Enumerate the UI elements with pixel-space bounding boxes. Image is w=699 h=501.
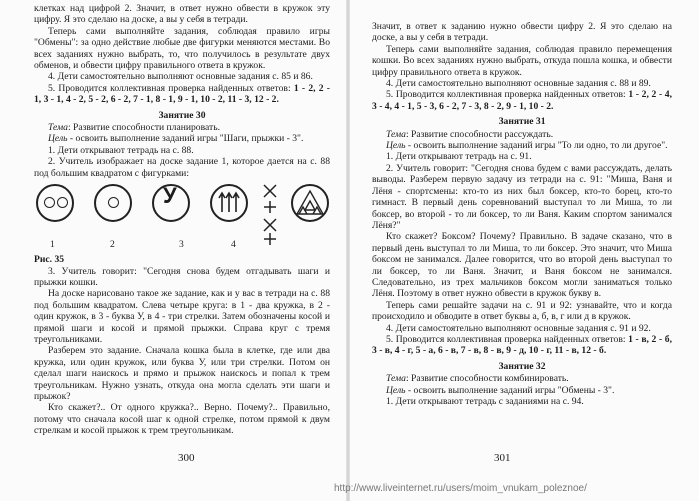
left-step-5 — [34, 83, 330, 106]
circle-one-dot — [94, 184, 132, 222]
letter-u-glyph: У — [163, 183, 177, 209]
three-arrows-icon — [212, 186, 246, 220]
lesson-31-title: Занятие 31 — [498, 116, 546, 128]
page-number: 301 — [494, 452, 511, 464]
lesson-30-topic: Тема: Развитие способности планировать. — [48, 122, 220, 134]
watermark-url: http://www.liveinternet.ru/users/moim_vnukam_poleznoe/ — [334, 483, 587, 494]
lesson-31-selfwork: Теперь сами решайте задачи на с. 91 и 92: узнавайте, что и когда происходило и обводите в ответ буквы а, б, в, г или д в кружок. — [372, 299, 672, 323]
task-analysis: Разберем это задание. Сначала кошка была в клетке, где или два кружка, или один кружок, или буква У, или три стрелки. Потом он сделал шаги наискось и прямо и прыжок наискось и попал к трем треугольникам. Нужно узнать, откуда она могла сделать эти шаги и прыжок? — [34, 345, 330, 402]
page-number: 300 — [178, 452, 195, 464]
lesson-31-step-5: 5. Проводится коллективная проверка найденных ответов: 1 - в, 2 - б, 3 - в, 4 - г, 5 - а, 6 - в, 7 - в, 8 - в, 9 - д, 10 - г, 11 - в, 12 - б. — [372, 333, 672, 357]
board-description: На доске нарисовано такое же задание, как и у вас в тетради на с. 88 под большим квадратом. Слева четыре круга: в 1 - два кружка, в 2 - один кружок, в 3 - буква У, в 4 - три стрелки. Затем обозначены косой и прямой шаги и косой и прямой прыжки. Справа круг с тремя треугольниками. — [34, 288, 330, 345]
left-step-4: 4. Дети самостоятельно выполняют основные задания с. 85 и 86. — [48, 71, 313, 83]
left-step-5-label: 5. Проводится коллективная проверка найденных ответов: — [48, 82, 291, 94]
left-page — [0, 0, 346, 501]
figure-number-2: 2 — [110, 239, 115, 251]
figure-number-1: 1 — [50, 239, 55, 251]
lesson-30-goal: Цель - освоить выполнение заданий игры "Шаги, прыжки - 3". — [48, 133, 304, 145]
left-intro: клетках над цифрой 2. Значит, в ответ нужно обвести в кружок эту цифру. Я это сделаю на доске, а вы у себя в тетради. — [34, 3, 330, 26]
left-rule-paragraph: Теперь сами выполняйте задания, соблюдая правило игры "Обмены": за одно действие любые две фигурки меняются местами. Во всех заданиях нужно выбрать, то, что получилось в результате двух обменов, и обвести цифру правильного ответа в кружок. — [34, 25, 330, 72]
left-page-text — [34, 3, 330, 437]
figure-number-4: 4 — [231, 239, 236, 251]
circle-two-dots — [36, 184, 74, 222]
lesson-30-step-1: 1. Дети открывают тетрадь на с. 88. — [48, 144, 194, 156]
lesson-31-answers: 1 - в, 2 - б, 3 - в, 4 - г, 5 - а, 6 - в, 7 - в, 8 - в, 9 - д, 10 - г, 11 - в, 12 - б. — [372, 333, 672, 357]
lesson-31-step-1: 1. Дети открывают тетрадь на с. 91. — [386, 151, 532, 163]
lesson-31-discussion: Кто скажет? Боксом? Почему? Правильно. В задаче сказано, что в первый день выступал то ли Миша, то ли боксер. Это значит, что Миша боксом не занимался. Далее говорится, что во второй день выступал то ли боксер, то ли Ваня. Значит, и Ваня боксом не занимался. Следовательно, из трех мальчиков боксом могли заниматься только Лёня. Поэтому в ответ нужно обвести в кружок букву в. — [372, 231, 672, 300]
lesson-32-topic: Тема: Развитие способности комбинировать. — [386, 373, 569, 385]
small-circle-icon — [108, 197, 119, 208]
lesson-31-topic: Тема: Развитие способности рассуждать. — [386, 128, 554, 140]
right-step-5: 5. Проводится коллективная проверка найденных ответов: 1 - 2, 2 - 4, 3 - 4, 4 - 1, 5 - 3, 6 - 2, 7 - 3, 8 - 2, 9 - 1, 10 - 2. — [372, 89, 672, 112]
moves-notation-icon — [258, 181, 284, 247]
lesson-32-goal: Цель - освоить выполнение заданий игры "Обмены - 3". — [386, 384, 615, 396]
lesson-31-step-2: 2. Учитель говорит: "Сегодня снова будем с вами рассуждать, делать выводы. Разберем первую задачу из тетради на с. 91: "Миша, Ваня и Лёня - спортсмены: кто-то из них был боксер, кто-то борец, кто-то гимнаст. В первый день соревнований выступал то ли Миша, то ли боксер, во второй - то ли боксер, то ли Ваня. Каким спортом занимался Лёня?" — [372, 162, 672, 231]
lesson-32-step-1: 1. Дети открывают тетрадь с заданиями на с. 94. — [386, 396, 584, 407]
lesson-32-title: Занятие 32 — [498, 360, 546, 372]
circle-three-arrows — [210, 184, 248, 222]
small-circle-icon — [57, 197, 68, 208]
circle-letter-u — [152, 184, 190, 222]
right-rule-paragraph: Теперь сами выполняйте задания, соблюдая правило перемещения кошки. Во всех заданиях нужно выбрать, откуда пошла кошка, и обвести цифру правильного ответа в кружок. — [372, 43, 672, 78]
triangles-icon — [293, 186, 327, 220]
lesson-30-step-3: 3. Учитель говорит: "Сегодня снова будем отгадывать шаги и прыжки кошки. — [34, 265, 330, 288]
figure-caption: Рис. 35 — [34, 254, 65, 266]
lesson-31-goal: Цель - освоить выполнение заданий игры "То ли одно, то ли другое". — [386, 140, 668, 152]
right-page-text — [372, 21, 672, 407]
lesson-31-step-4: 4. Дети самостоятельно выполняют основные задания с. 91 и 92. — [386, 322, 651, 334]
right-step-5-answers: 1 - 2, 2 - 4, 3 - 4, 4 - 1, 5 - 3, 6 - 2, 7 - 3, 8 - 2, 9 - 1, 10 - 2. — [372, 89, 672, 112]
right-intro: Значит, в ответ к заданию нужно обвести цифру 2. Я это сделаю на доске, а вы у себя в тетради. — [372, 21, 672, 44]
circle-three-triangles — [291, 184, 329, 222]
figure-35 — [34, 181, 330, 253]
small-circle-icon — [44, 197, 55, 208]
lesson-30-step-2: 2. Учитель изображает на доске задание 1, которое дается на с. 88 под большим квадратом с фигурками: — [34, 156, 330, 179]
lesson-30-title: Занятие 30 — [158, 109, 206, 121]
right-page — [350, 0, 699, 501]
left-step-5-answers: 1 - 2, 2 - 1, 3 - 1, 4 - 2, 5 - 2, 6 - 2, 7 - 1, 8 - 1, 9 - 1, 10 - 2, 11 - 3, 12 - 2. — [34, 82, 330, 106]
figure-number-3: 3 — [179, 239, 184, 251]
right-step-4: 4. Дети самостоятельно выполняют основные задания с. 88 и 89. — [386, 78, 651, 90]
who-answers: Кто скажет?.. От одного кружка?.. Верно. Почему?.. Правильно, потому что сначала косой шаг к одной стрелке, потом прямой к двум стрелкам и косой прыжок к трем треугольникам. — [34, 402, 330, 437]
